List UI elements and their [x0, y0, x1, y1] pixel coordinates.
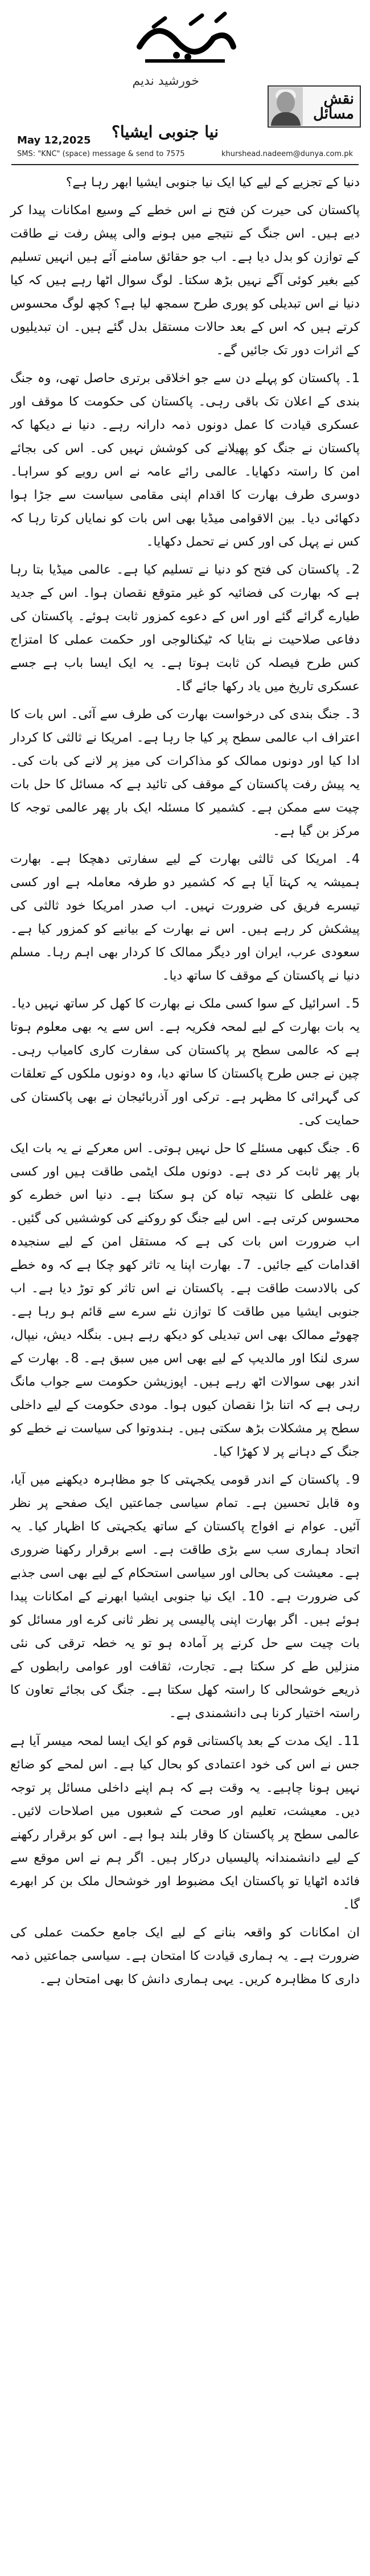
paragraph: 5۔ اسرائیل کے سوا کسی ملک نے بھارت کا کھل کر ساتھ نہیں دیا۔ یہ بات بھارت کے لیے لمحہ فکریہ ہے۔ اس سے یہ بھی معلوم ہوتا ہے کہ عالمی سطح پر پاکستان کی سفارت کاری کامیاب رہی۔ چین نے جس طرح پاکستان کا ساتھ دیا، وہ دونوں ملکوں کے تعلقات کی گہرائی کا مظہر ہے۔ ترکی اور آذربائیجان نے بھی پاکستان کی حمایت کی۔ [10, 997, 360, 1128]
author-byline: خورشید ندیم [132, 74, 199, 88]
author-email: khurshead.nadeem@dunya.com.pk [221, 150, 353, 158]
paragraph: 3۔ جنگ بندی کی درخواست بھارت کی طرف سے آئی۔ اس بات کا اعتراف اب عالمی سطح پر کیا جا رہا ہے۔ امریکا نے ثالثی کا کردار ادا کیا اور دونوں ممالک کو مذاکرات کی میز پر لانے کی بات کی۔ یہ پیش رفت پاکستان کے موقف کی تائید ہے کہ مسائل کا حل بات چیت سے ممکن ہے۔ کشمیر کا مسئلہ ایک بار پھر عالمی توجہ کا مرکز بن گیا ہے۔ [10, 707, 360, 838]
paragraph: 6۔ جنگ کبھی مسئلے کا حل نہیں ہوتی۔ اس معرکے نے یہ بات ایک بار پھر ثابت کر دی ہے۔ دونوں ملک ایٹمی طاقت ہیں اور کسی بھی غلطی کا نتیجہ تباہ کن ہو سکتا ہے۔ دنیا اس خطرے کو محسوس کرتی ہے۔ اس لیے جنگ کو روکنے کی کوششیں کی گئیں۔ اب ضرورت اس بات کی ہے کہ مستقل امن کے لیے سنجیدہ اقدامات کیے جائیں۔ 7۔ بھارت اپنا یہ تاثر کھو چکا ہے کہ وہ خطے کی بالادست طاقت ہے۔ پاکستان نے اس تاثر کو توڑ دیا ہے۔ اب جنوبی ایشیا میں طاقت کا توازن نئے سرے سے قائم ہو رہا ہے۔ چھوٹے ممالک بھی اس تبدیلی کو دیکھ رہے ہیں۔ بنگلہ دیش، نیپال، سری لنکا اور مالدیپ کے لیے بھی اس میں سبق ہے۔ 8۔ بھارت کے اندر بھی سوالات اٹھ رہے ہیں۔ اپوزیشن حکومت سے جواب مانگ رہی ہے کہ اتنا بڑا نقصان کیوں ہوا۔ مودی حکومت کے لیے داخلی سطح پر مشکلات بڑھ سکتی ہیں۔ ہندوتوا کی سیاست نے خطے کو جنگ کے دہانے پر لا کھڑا کیا۔ [10, 1141, 360, 1459]
paragraph: 4۔ امریکا کی ثالثی بھارت کے لیے سفارتی دھچکا ہے۔ بھارت ہمیشہ یہ کہتا آیا ہے کہ کشمیر دو طرفہ معاملہ ہے اور کسی تیسرے فریق کی ضرورت نہیں۔ اب صدر امریکا خود ثالثی کی پیشکش کر رہے ہیں۔ اس نے بھارت کے بیانیے کو کمزور کیا ہے۔ سعودی عرب، ایران اور دیگر ممالک کا کردار بھی اہم رہا۔ مسلم دنیا نے پاکستان کے موقف کا ساتھ دیا۔ [10, 852, 360, 983]
sms-instructions: SMS: "KNC" (space) message & send to 7575 [17, 150, 185, 158]
contact-line [17, 150, 353, 158]
masthead-calligraphy-icon [122, 7, 248, 69]
paragraph: 9۔ پاکستان کے اندر قومی یکجہتی کا جو مظاہرہ دیکھنے میں آیا، وہ قابل تحسین ہے۔ تمام سیاسی جماعتیں ایک صفحے پر نظر آئیں۔ عوام نے افواج پاکستان کے ساتھ یکجہتی کا اظہار کیا۔ یہ اتحاد ہماری سب سے بڑی طاقت ہے۔ اسے برقرار رکھنا ضروری ہے۔ معیشت کی بحالی اور سیاسی استحکام کے لیے بھی اسی جذبے کی ضرورت ہے۔ 10۔ ایک نیا جنوبی ایشیا ابھرنے کے امکانات پیدا ہوئے ہیں۔ اگر بھارت اپنی پالیسی پر نظر ثانی کرے اور مسائل کو بات چیت سے حل کرنے پر آمادہ ہو تو یہ خطہ ترقی کی نئی منزلیں طے کر سکتا ہے۔ تجارت، ثقافت اور عوامی رابطوں کے ذریعے خوشحالی کا راستہ کھل سکتا ہے۔ جنگ کی بجائے تعاون کا راستہ اختیار کرنا ہی دانشمندی ہے۔ [10, 1473, 360, 1721]
column-name: نقش مسائل [313, 91, 354, 122]
paragraph: 2۔ پاکستان کی فتح کو دنیا نے تسلیم کیا ہے۔ عالمی میڈیا بتا رہا ہے کہ بھارت کی فضائیہ کو غیر متوقع نقصان ہوا۔ اس کے جدید طیارے گرائے گئے اور اس کے دعوے کمزور ثابت ہوئے۔ پاکستان کی دفاعی صلاحیت نے بتایا کہ ٹیکنالوجی اور حکمت عملی کا امتزاج کس طرح فیصلہ کن ثابت ہوتا ہے۔ یہ ایک ایسا باب ہے جسے عسکری تاریخ میں یاد رکھا جائے گا۔ [10, 563, 360, 694]
column-header [0, 0, 370, 182]
author-photo [269, 87, 303, 126]
newspaper-masthead-logo [122, 7, 248, 69]
publish-date: May 12,2025 [17, 134, 91, 146]
header-divider [11, 164, 359, 165]
paragraph: دنیا کے تجزیے کے لیے کیا ایک نیا جنوبی ایشیا ابھر رہا ہے؟ [65, 175, 360, 190]
paragraph: 1۔ پاکستان کو پہلے دن سے جو اخلاقی برتری حاصل تھی، وہ جنگ بندی کے اعلان تک باقی رہی۔ پاکستان کی حکومت کا موقف اور عسکری قیادت کا عمل دونوں ذمہ دارانہ رہے۔ دنیا نے دیکھا کہ پاکستان نے جنگ کو پھیلانے کی کوشش نہیں کی۔ اس کی بجائے امن کا راستہ دکھایا۔ عالمی رائے عامہ نے اس رویے کو سراہا۔ دوسری طرف بھارت کا اقدام اپنی مقامی سیاست سے جڑا ہوا دکھائی دیا۔ بین الاقوامی میڈیا بھی اس بات کو نمایاں کرتا رہا کہ کس نے پہل کی اور کس نے تحمل دکھایا۔ [10, 371, 360, 549]
paragraph: 11۔ ایک مدت کے بعد پاکستانی قوم کو ایک ایسا لمحہ میسر آیا ہے جس نے اس کی خود اعتمادی کو بحال کیا ہے۔ اس لمحے کو ضائع نہیں ہونا چاہیے۔ یہ وقت ہے کہ ہم اپنے داخلی مسائل پر توجہ دیں۔ معیشت، تعلیم اور صحت کے شعبوں میں اصلاحات لائیں۔ عالمی سطح پر پاکستان کا وقار بلند ہوا ہے۔ اس کو برقرار رکھنے کے لیے دانشمندانہ پالیسیاں درکار ہیں۔ اگر ہم نے اس موقع سے فائدہ اٹھایا تو پاکستان ایک مضبوط اور خوشحال ملک بن کر ابھرے گا۔ [10, 1734, 360, 1912]
column-title-box [268, 85, 361, 128]
paragraph: پاکستان کی حیرت کن فتح نے اس خطے کے وسیع امکانات پیدا کر دیے ہیں۔ اس جنگ کے نتیجے میں ہونے والی پیش رفت نے طاقت کے توازن کو بدل دیا ہے۔ اب جو حقائق سامنے آئے ہیں انہیں تسلیم کیے بغیر کوئی آگے نہیں بڑھ سکتا۔ لوگ سوال اٹھا رہے ہیں کہ کیا دنیا نے اس تبدیلی کو پوری طرح سمجھ لیا ہے؟ کچھ لوگ محسوس کرتے ہیں کہ اس کے بعد حالات مستقل بدل گئے ہیں۔ ان تبدیلیوں کے اثرات دور تک جائیں گے۔ [10, 203, 360, 358]
article-body [10, 171, 360, 1996]
article-headline: نیا جنوبی ایشیا؟ [111, 122, 219, 141]
paragraph: ان امکانات کو واقعہ بنانے کے لیے ایک جامع حکمت عملی کی ضرورت ہے۔ یہ ہماری قیادت کا امتحان ہے۔ سیاسی جماعتیں ذمہ داری کا مظاہرہ کریں۔ یہی ہماری دانش کا بھی امتحان ہے۔ [10, 1926, 360, 1987]
